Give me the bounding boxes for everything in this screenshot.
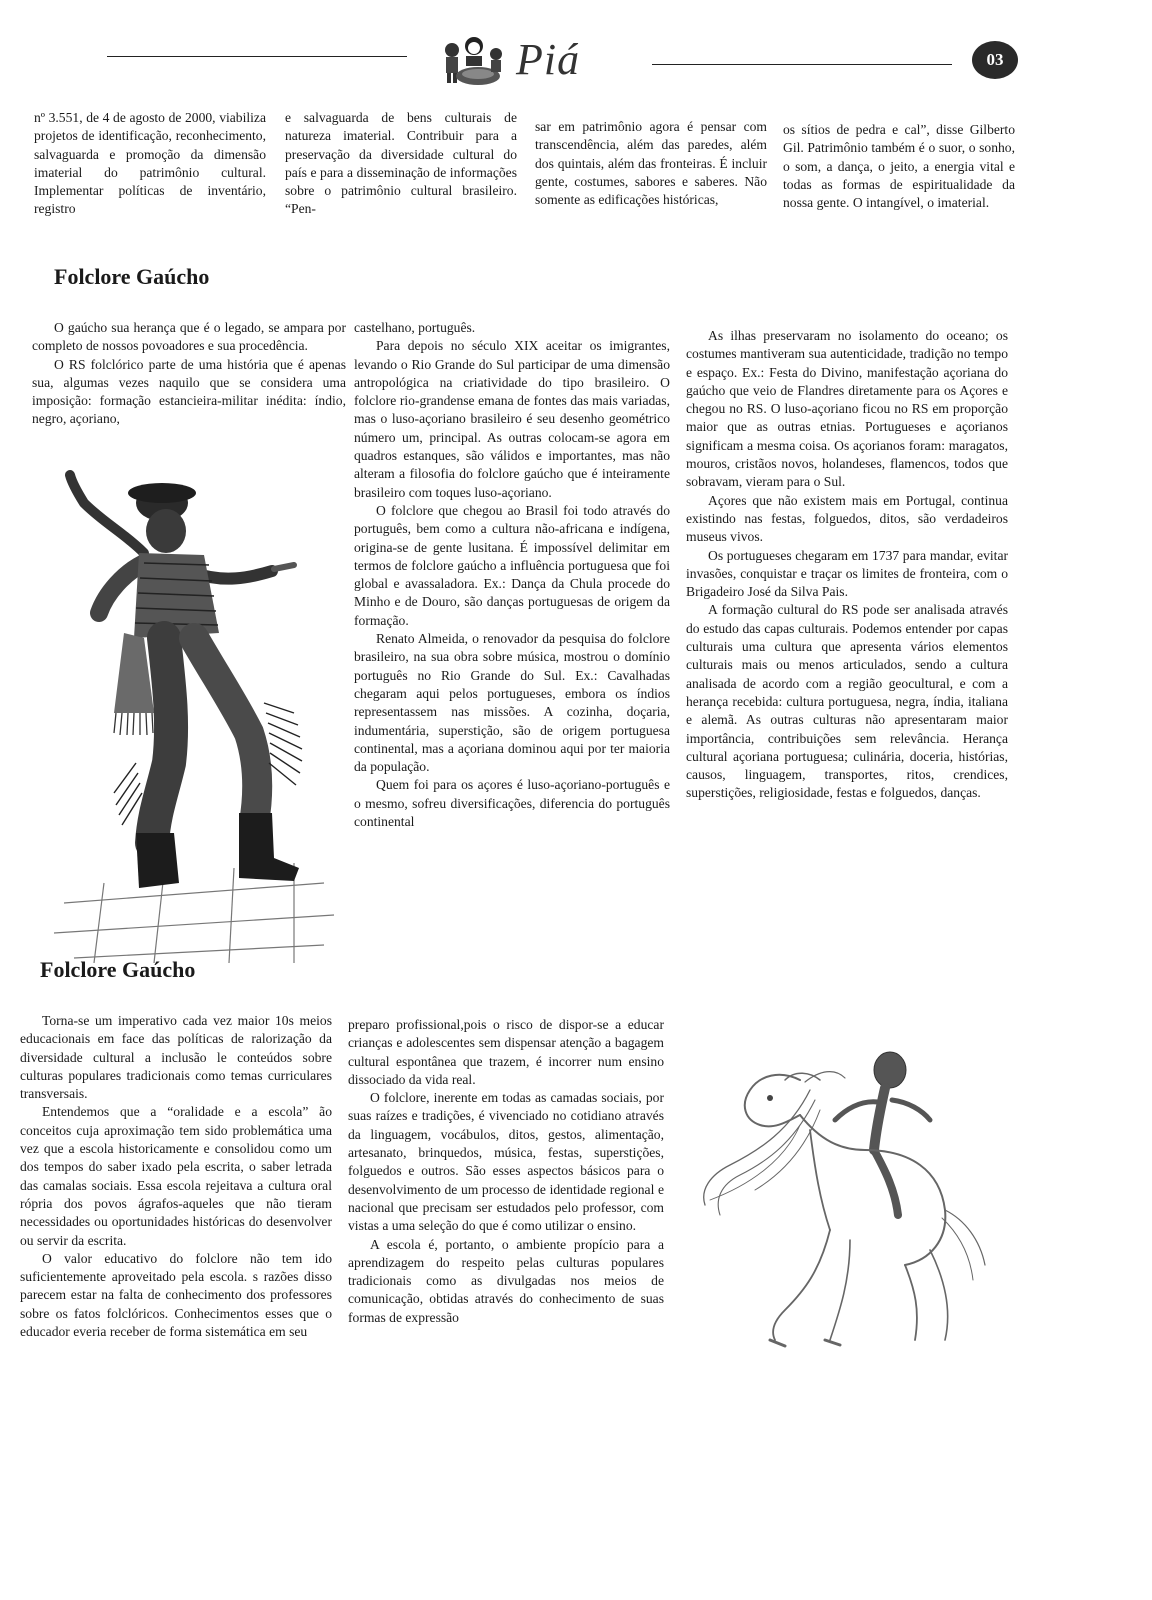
paragraph: Entendemos que a “oralidade e a escola” ão conceitos cuja aproximação tem sido problemática uma vez que a escola historicamente e consolidou como um dos tempos do saber ixado pela escrita, o saber letrada das camalas sociais. Essa escola rejeitava a cultura oral rópria dos povos ágrafos-aqueles que não tieram necessidades ou oportunidades históricas do desenvolver ou servir da escrita. [20,1104,332,1248]
brand-logo [438,28,638,88]
paragraph: Quem foi para os açores é luso-açoriano-português e o mesmo, sofreu diversificações, diferencia do português continental [354,777,670,830]
brand-title: Piá [516,35,581,84]
top-column-1-text: nº 3.551, de 4 de agosto de 2000, viabiliza projetos de identificação, reconhecimento, salvaguarda e promoção da dimensão imaterial do patrimônio cultural. Implementar políticas de inventário, registro [34,110,266,217]
paragraph: castelhano, português. [354,320,476,335]
paragraph: Os portugueses chegaram em 1737 para mandar, evitar invasões, conquistar e traçar os limites de fronteira, com o Brigadeiro José da Silva Pais. [686,547,1008,600]
top-column-2-text: e salvaguarda de bens culturais de natureza imaterial. Contribuir para a preservação da diversidade cultural do país e para a disseminação de informações sobre o patrimônio cultural brasileiro. “Pen- [285,110,517,217]
top-column-4-text: os sítios de pedra e cal”, disse Gilberto Gil. Patrimônio também é o suor, o sonho, o som, a dança, o jeito, a energia vital e todas as formas de espiritualidade da nossa gente. O intangível, o imaterial. [783,122,1015,211]
section2-column-2 [348,1016,664,1327]
paragraph: As ilhas preservaram no isolamento do oceano; os costumes mantiveram sua autenticidade, tradição no tempo e espaço. Ex.: Festa do Divino, manifestação açoriana do gaúcho que veio de Flandres diretamente para os Açores e chegou no RS. O luso-açoriano ficou no RS em proporção maior que as outras etnias. Portugueses e açorianos significam a mesma coisa. Os açorianos foram: maragatos, mouros, cristãos novos, holandeses, flamencos, todos que sobravam, vieram para o Sul. [686,328,1008,490]
paragraph: O RS folclórico parte de uma história que é apenas sua, algumas vezes naquilo que se considera uma imposição: formação estancieira-militar inédita: índio, negro, açoriano, [32,356,346,427]
paragraph: A formação cultural do RS pode ser analisada através do estudo das capas culturais. Podemos entender por capas culturais uma cultura que apresenta vários elementos culturais mais ou menos articulados, sendo a cultura analisada de acordo com a região geocultural, e com a herança recebida: cultura portuguesa, negra, índia, italiana e alemã. As outras culturas não apresentaram maior importância, contribuições sem relevância. Herança cultural açoriana portuguesa; culinária, doceria, histórias, causos, linguagem, transportes, ritos, crendices, superstições, religiosidade, festas e folguedos, danças. [686,602,1008,801]
section2-heading: Folclore Gaúcho [40,957,196,982]
paragraph: Renato Almeida, o renovador da pesquisa do folclore brasileiro, na sua obra sobre música, mostrou o domínio português no Rio Grande do Sul. Ex.: Cavalhadas chegaram aqui pelos portugueses, embora os índios representassem nas missões. A cozinha, doçaria, indumentária, superstição, são de origem portuguesa continental, mas a açoriana dominou aqui por ter maioria da população. [354,631,670,775]
section1-column-3 [686,327,1008,803]
header-rule-right [652,64,952,65]
paragraph: O folclore, inerente em todas as camadas sociais, por suas raízes e tradições, é vivenciado no cotidiano através da linguagem, vocábulos, ditos, gestos, alimentação, artesanato, brinquedos, música, festas, superstições, folguedos e outros. São esses aspectos básicos para o desenvolvimento de um processo de identidade regional e nacional que precisam ser estudados pelo professor, com vistas a uma seleção do que é como utilizar o ensino. [348,1090,664,1234]
header-rule-left [107,56,407,57]
paragraph: Para depois no século XIX aceitar os imigrantes, levando o Rio Grande do Sul participar de uma dimensão antropológica na criatividade do tipo brasileiro. O folclore rio-grandense emana de fontes das mais variadas, mas o luso-açoriano brasileiro é seu desenho geométrico número um, principal. As outras colocam-se agora em quadros estanques, são válidos e importantes, mas não alteram a filosofia do folclore gaúcho que é inteiramente brasileiro com toques luso-açoriano. [354,338,670,500]
paragraph: preparo profissional,pois o risco de dispor-se a educar crianças e adolescentes sem dispensar atenção a bagagem cultural espontânea que trazem, é incorrer num ensino dissociado da vida real. [348,1017,664,1087]
section1-column-1 [32,319,346,429]
section1-column-2 [354,319,670,831]
paragraph: Açores que não existem mais em Portugal, continua existindo nas festas, folguedos, ditos, são verdadeiros museus vivos. [686,492,1008,545]
paragraph: A escola é, portanto, o ambiente propício para a aprendizagem do respeito pelas culturas populares tradicionais como as divulgadas nos meios de comunicação, obtidas através do conhecimento de suas formas de expressão [348,1236,664,1325]
top-column-2 [285,109,517,219]
section1-heading: Folclore Gaúcho [54,264,210,289]
paragraph: Torna-se um imperativo cada vez maior 10s meios educacionais em face das políticas de ralorização da diversidade cultural a inclusão le conteúdos sobre culturas populares tradicionais como temas curriculares transversais. [20,1013,332,1102]
top-column-4 [783,121,1015,212]
gaucho-dancer-illustration [44,463,344,963]
horse-rider-sketch [690,1040,1000,1380]
paragraph: O gaúcho sua herança que é o legado, se ampara por completo de nossos povoadores e sua procedência. [32,320,346,354]
paragraph: O valor educativo do folclore não tem ido suficientemente aproveitado pela escola. s razões disso parecem estar na falta de conhecimento dos professores sobre os fatos folclóricos. Conhecimentos esses que o educador everia receber de forma sistemática em seu [20,1250,332,1340]
paragraph: O folclore que chegou ao Brasil foi todo através do português, bem como a cultura não-africana e indígena, origina-se de gente lusitana. É impossível delimitar em termos de folclore gaúcho a influência portuguesa que foi global e avassaladora. Ex.: Dança da Chula procede do Minho e de Douro, são danças portuguesas de origem da formação. [354,502,670,628]
children-logo-icon [438,28,518,88]
top-column-1 [34,109,266,219]
section2-column-1 [20,1012,332,1341]
top-column-3 [535,118,767,209]
top-column-3-text: sar em patrimônio agora é pensar com transcendência, além das paredes, além dos quintais, além das fronteiras. É incluir gente, costumes, sabores e saberes. Não somente as edificações históricas, [535,119,767,208]
page-number-badge: 03 [972,41,1018,79]
